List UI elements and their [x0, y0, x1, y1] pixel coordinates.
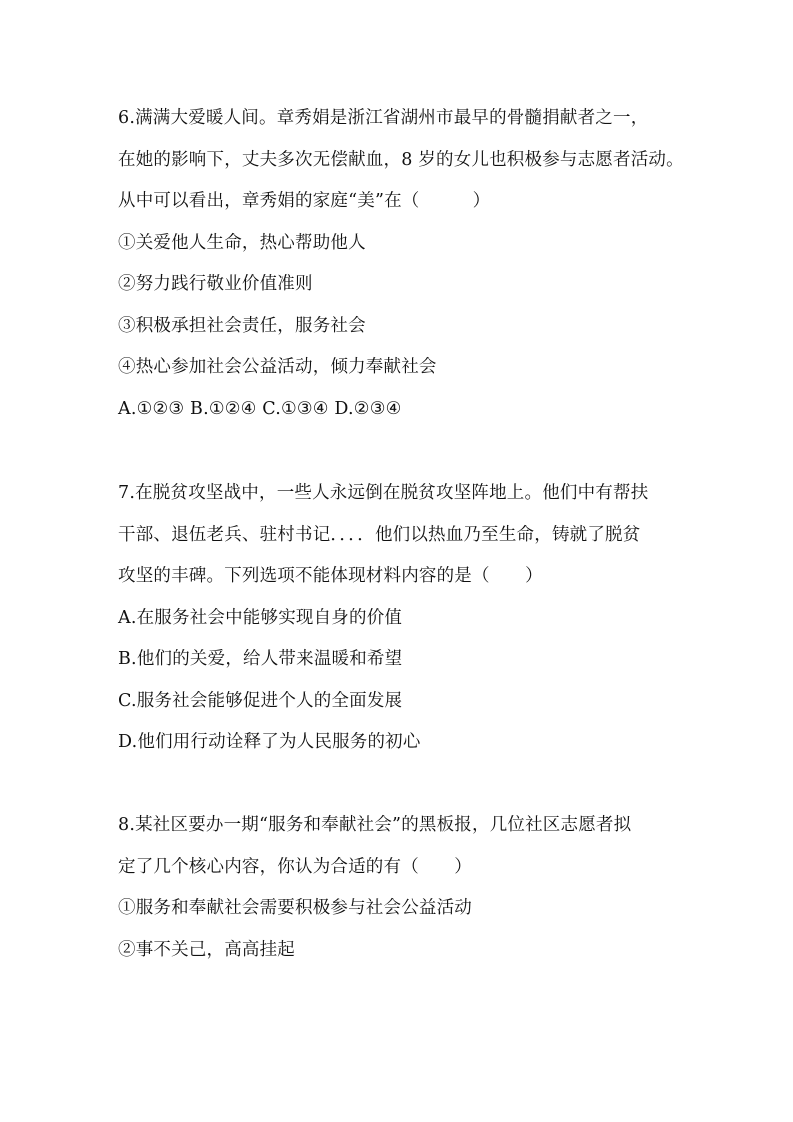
- question-stem-line: 干部、退伍老兵、驻村书记．．．．他们以热血乃至生命，铸就了脱贫: [118, 524, 641, 545]
- question-option: D.他们用行动诠释了为人民服务的初心: [118, 732, 421, 752]
- question-6: [118, 103, 718, 435]
- question-option: A.在服务社会中能够实现自身的价值: [118, 607, 403, 628]
- question-option: ①服务和奉献社会需要积极参与社会公益活动: [118, 898, 472, 918]
- question-stem-line: 攻坚的丰碑。下列选项不能体现材料内容的是（ ）: [118, 566, 543, 586]
- question-stem-line: 定了几个核心内容，你认为合适的有（ ）: [118, 856, 472, 877]
- question-stem-line: 从中可以看出，章秀娟的家庭“美”在（ ）: [118, 191, 491, 211]
- question-option: ②事不关己，高高挂起: [118, 939, 295, 960]
- question-7: [118, 478, 718, 769]
- question-option: ①关爱他人生命，热心帮助他人: [118, 232, 366, 253]
- question-option: C.服务社会能够促进个人的全面发展: [118, 690, 403, 711]
- question-stem-line: 7.在脱贫攻坚战中，一些人永远倒在脱贫攻坚阵地上。他们中有帮扶: [118, 483, 649, 503]
- question-stem-line: 在她的影响下，丈夫多次无偿献血，8 岁的女儿也积极参与志愿者活动。: [118, 149, 684, 170]
- question-option: ③积极承担社会责任，服务社会: [118, 315, 366, 336]
- answer-choices: A.①②③ B.①②④ C.①③④ D.②③④: [118, 398, 402, 419]
- question-option: B.他们的关爱，给人带来温暖和希望: [118, 649, 403, 669]
- question-stem-line: 6.满满大爱暖人间。章秀娟是浙江省湖州市最早的骨髓捐献者之一，: [118, 108, 649, 128]
- question-option: ④热心参加社会公益活动，倾力奉献社会: [118, 357, 437, 377]
- question-8: [118, 810, 718, 976]
- question-stem-line: 8.某社区要办一期“服务和奉献社会”的黑板报，几位社区志愿者拟: [118, 815, 632, 835]
- question-option: ②努力践行敬业价值准则: [118, 274, 313, 294]
